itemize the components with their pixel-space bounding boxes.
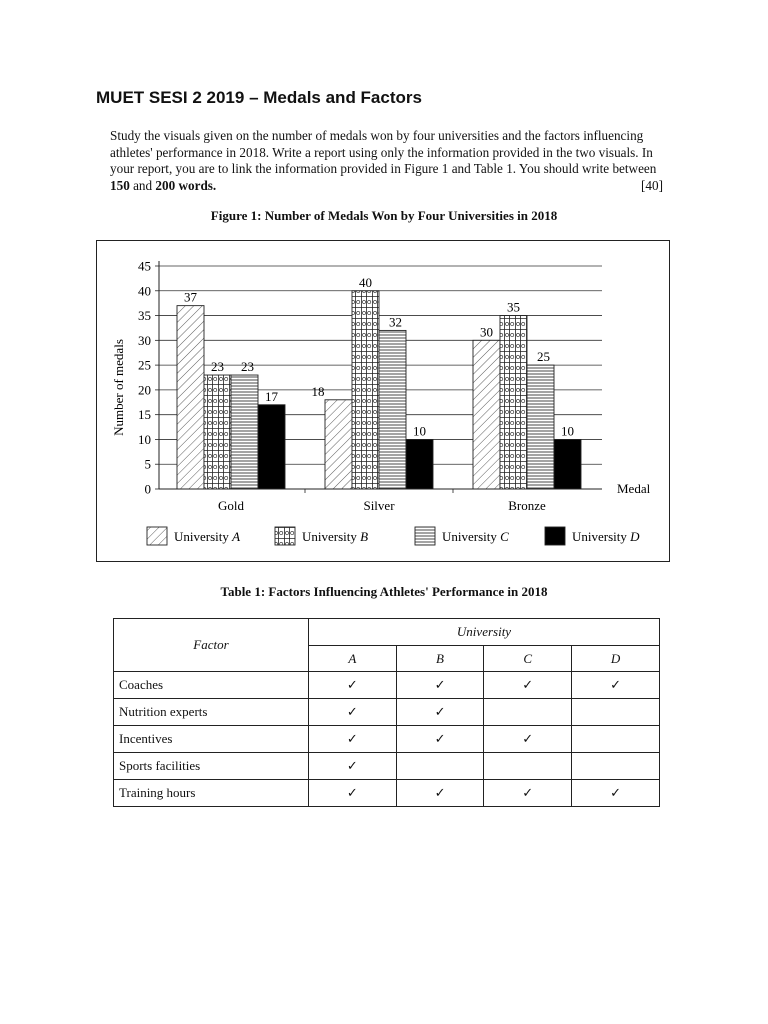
check-cell [396, 753, 484, 780]
y-tick-label: 30 [138, 332, 151, 348]
medals-chart-frame [96, 240, 670, 562]
check-cell: ✓ [309, 726, 397, 753]
factor-name: Coaches [114, 672, 309, 699]
bar [554, 439, 581, 489]
data-label: 37 [184, 289, 197, 305]
y-tick-label: 25 [138, 357, 151, 373]
bar [500, 316, 527, 489]
data-label: 10 [561, 423, 574, 439]
bar [325, 400, 352, 489]
check-cell [572, 699, 660, 726]
table-row [114, 753, 660, 780]
check-cell: ✓ [309, 780, 397, 807]
data-label: 25 [537, 349, 550, 365]
university-header: University [309, 619, 660, 646]
data-label: 35 [507, 299, 520, 315]
table-row [114, 699, 660, 726]
check-cell: ✓ [484, 672, 572, 699]
check-cell: ✓ [484, 780, 572, 807]
check-cell: ✓ [396, 672, 484, 699]
medals-chart [97, 241, 671, 563]
table-row [114, 780, 660, 807]
bar [473, 340, 500, 489]
check-cell: ✓ [396, 699, 484, 726]
check-cell: ✓ [396, 726, 484, 753]
legend-swatch [147, 527, 167, 545]
x-axis-title: Medal [617, 481, 651, 496]
instructions-text: Study the visuals given on the number of medals won by four universities and the factors influencing athletes' performance in 2018. Write a report using only the information provided in the two visuals. In your report, you are to link the information provided in Figure 1 and Table 1. You should write between [110, 128, 657, 176]
factor-name: Training hours [114, 780, 309, 807]
document-title: MUET SESI 2 2019 – Medals and Factors [96, 88, 422, 107]
legend-label: University A [174, 529, 241, 544]
check-cell [484, 753, 572, 780]
factor-name: Incentives [114, 726, 309, 753]
y-tick-label: 40 [138, 283, 151, 299]
data-label: 30 [480, 324, 493, 340]
data-label: 23 [241, 359, 254, 375]
factor-name: Sports facilities [114, 753, 309, 780]
check-cell: ✓ [572, 672, 660, 699]
data-label: 10 [413, 423, 426, 439]
x-tick-label: Silver [363, 498, 395, 513]
check-cell: ✓ [309, 672, 397, 699]
legend-label: University D [572, 529, 640, 544]
check-cell [572, 726, 660, 753]
bar [231, 375, 258, 489]
bar [406, 439, 433, 489]
factors-table [113, 618, 660, 807]
data-label: 32 [389, 314, 402, 330]
column-header-a: A [309, 646, 397, 672]
data-label: 23 [211, 359, 224, 375]
bar [204, 375, 231, 489]
check-cell [572, 753, 660, 780]
column-header-c: C [484, 646, 572, 672]
check-cell: ✓ [572, 780, 660, 807]
bar [352, 291, 379, 489]
factor-header: Factor [114, 619, 309, 672]
table-body [114, 672, 660, 807]
data-label: 17 [265, 388, 278, 404]
figure-caption: Figure 1: Number of Medals Won by Four Universities in 2018 [210, 208, 558, 223]
factor-name: Nutrition experts [114, 699, 309, 726]
bar [527, 365, 554, 489]
x-tick-label: Gold [218, 498, 244, 513]
check-cell: ✓ [484, 726, 572, 753]
marks-label: [40] [641, 177, 663, 193]
y-tick-label: 0 [144, 481, 151, 497]
y-tick-label: 45 [138, 258, 151, 274]
word-max: 200 words. [155, 177, 217, 193]
y-tick-label: 10 [138, 431, 151, 447]
legend-swatch [545, 527, 565, 545]
legend-label: University C [442, 529, 509, 544]
table-row [114, 672, 660, 699]
bar [379, 330, 406, 489]
column-header-d: D [572, 646, 660, 672]
x-tick-label: Bronze [508, 498, 546, 513]
y-tick-label: 20 [138, 382, 151, 398]
y-tick-label: 15 [138, 407, 151, 423]
check-cell: ✓ [309, 753, 397, 780]
legend-swatch [275, 527, 295, 545]
data-label: 40 [359, 274, 372, 290]
table-caption: Table 1: Factors Influencing Athletes' Performance in 2018 [220, 584, 548, 599]
y-tick-label: 5 [144, 456, 151, 472]
y-tick-label: 35 [138, 308, 151, 324]
table-header-row [114, 619, 660, 646]
word-min: 150 [110, 177, 130, 193]
y-axis-title: Number of medals [111, 339, 126, 436]
data-label: 18 [311, 383, 325, 399]
bar [177, 306, 204, 489]
instructions-and: and [129, 177, 156, 193]
check-cell [484, 699, 572, 726]
check-cell: ✓ [396, 780, 484, 807]
bar [258, 405, 285, 489]
legend-swatch [415, 527, 435, 545]
check-cell: ✓ [309, 699, 397, 726]
legend-label: University B [302, 529, 369, 544]
table-row [114, 726, 660, 753]
task-instructions [110, 128, 663, 194]
column-header-b: B [396, 646, 484, 672]
